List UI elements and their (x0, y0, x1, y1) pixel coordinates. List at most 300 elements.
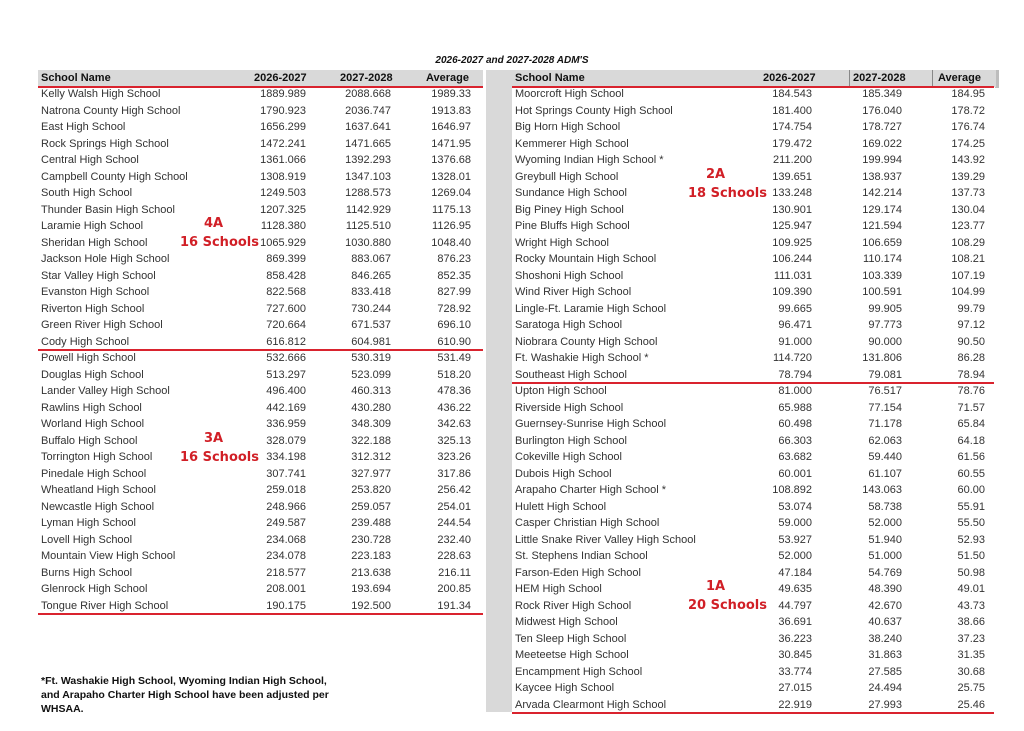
adm-2026-2027: 36.691 (778, 616, 812, 628)
adm-2026-2027: 111.031 (773, 269, 812, 282)
adm-2027-2028: 1288.573 (345, 187, 391, 199)
adm-2027-2028: 2088.668 (345, 88, 391, 100)
school-name: East High School (41, 121, 126, 133)
classification-label: 3A (204, 430, 224, 446)
school-name: Big Horn High School (515, 121, 621, 133)
adm-average: 1913.83 (431, 104, 471, 117)
school-name: Buffalo High School (41, 434, 138, 447)
adm-2027-2028: 90.000 (868, 335, 902, 348)
school-name: Burlington High School (515, 434, 627, 447)
column-divider (849, 70, 850, 87)
adm-2026-2027: 184.543 (772, 88, 812, 100)
adm-2027-2028: 143.063 (862, 484, 902, 496)
adm-2027-2028: 131.806 (862, 352, 902, 364)
col-average: Average (938, 72, 982, 84)
adm-average: 1269.04 (431, 187, 471, 199)
adm-2026-2027: 78.794 (778, 368, 812, 381)
adm-average: 137.73 (951, 187, 985, 199)
adm-average: 143.92 (951, 154, 985, 166)
adm-2026-2027: 334.198 (266, 451, 306, 463)
adm-2027-2028: 110.174 (863, 253, 902, 265)
adm-2026-2027: 60.498 (778, 418, 812, 430)
adm-2027-2028: 1392.293 (345, 154, 391, 166)
right-table (512, 70, 996, 720)
school-count-label: 18 Schools (688, 185, 767, 201)
adm-2026-2027: 99.665 (778, 302, 812, 315)
school-name: Sheridan High School (41, 236, 148, 249)
adm-2027-2028: 52.000 (868, 517, 902, 529)
footnote: *Ft. Washakie High School, Wyoming Indian High School, and Arapaho Charter High School have been adjusted per WHSAA. (41, 675, 329, 715)
adm-average: 876.23 (437, 253, 471, 265)
adm-2026-2027: 1065.929 (260, 236, 306, 249)
school-name: Pinedale High School (41, 467, 147, 480)
school-name: Dubois High School (515, 467, 612, 480)
classification-label: 1A (706, 579, 726, 594)
adm-2027-2028: 833.418 (351, 286, 391, 298)
adm-2027-2028: 99.905 (868, 302, 902, 315)
col-2027-2028: 2027-2028 (853, 72, 906, 84)
classification-label: 2A (706, 166, 726, 182)
adm-2026-2027: 181.400 (772, 104, 812, 117)
adm-2027-2028: 59.440 (868, 451, 902, 463)
col-school-name: School Name (41, 72, 111, 84)
school-name: Southeast High School (515, 368, 627, 381)
adm-average: 65.84 (957, 418, 985, 430)
adm-2026-2027: 36.223 (778, 632, 812, 645)
adm-2027-2028: 79.081 (868, 368, 902, 381)
adm-2026-2027: 720.664 (266, 319, 306, 331)
adm-average: 174.25 (951, 137, 985, 150)
school-name: Hulett High School (515, 500, 607, 513)
adm-2027-2028: 121.594 (862, 220, 902, 232)
adm-2026-2027: 53.074 (778, 500, 812, 513)
adm-average: 478.36 (437, 385, 471, 397)
adm-average: 52.93 (957, 533, 985, 546)
school-name: Wheatland High School (41, 484, 156, 496)
adm-2027-2028: 846.265 (351, 269, 391, 282)
school-name: Rock River High School (515, 599, 632, 612)
adm-2026-2027: 27.015 (778, 682, 812, 694)
school-name: Campbell County High School (41, 170, 188, 183)
adm-2026-2027: 125.947 (772, 220, 812, 232)
adm-average: 25.46 (957, 698, 985, 711)
adm-average: 436.22 (437, 401, 471, 414)
adm-average: 184.95 (951, 88, 985, 100)
adm-2026-2027: 174.754 (772, 121, 812, 133)
adm-average: 130.04 (951, 203, 985, 216)
school-name: Ten Sleep High School (515, 632, 627, 645)
school-name: Kelly Walsh High School (41, 88, 161, 100)
adm-2027-2028: 106.659 (862, 236, 902, 249)
adm-average: 1328.01 (431, 170, 471, 183)
school-name: Greybull High School (515, 170, 619, 183)
adm-2026-2027: 81.000 (778, 385, 812, 397)
adm-2026-2027: 65.988 (778, 401, 812, 414)
school-name: Evanston High School (41, 286, 150, 298)
adm-average: 1376.68 (431, 154, 471, 166)
adm-2027-2028: 100.591 (862, 286, 902, 298)
school-name: Burns High School (41, 566, 133, 579)
school-name: Wright High School (515, 236, 609, 249)
school-name: Central High School (41, 154, 139, 166)
school-name: Jackson Hole High School (41, 253, 170, 265)
adm-2027-2028: 1347.103 (345, 170, 391, 183)
adm-2027-2028: 604.981 (351, 335, 391, 348)
school-name: Mountain View High School (41, 550, 176, 562)
school-name: Kemmerer High School (515, 137, 629, 150)
school-name: Encampment High School (515, 665, 643, 678)
adm-2026-2027: 133.248 (772, 187, 812, 199)
adm-average: 55.50 (957, 517, 985, 529)
adm-2027-2028: 253.820 (351, 484, 391, 496)
school-name: Natrona County High School (41, 104, 181, 117)
adm-2027-2028: 192.500 (351, 599, 391, 612)
school-name: Upton High School (515, 385, 607, 397)
adm-2027-2028: 460.313 (351, 385, 391, 397)
adm-average: 232.40 (437, 533, 471, 546)
section-divider-line (38, 349, 483, 351)
adm-2026-2027: 218.577 (266, 566, 306, 579)
adm-2026-2027: 328.079 (266, 434, 306, 447)
adm-2027-2028: 103.339 (862, 269, 902, 282)
adm-average: 38.66 (957, 616, 985, 628)
adm-2027-2028: 62.063 (868, 434, 902, 447)
adm-2026-2027: 532.666 (266, 352, 306, 364)
adm-2026-2027: 208.001 (266, 583, 306, 595)
col-2026-2027: 2026-2027 (254, 72, 307, 84)
adm-2026-2027: 211.200 (773, 154, 812, 166)
adm-2027-2028: 230.728 (351, 533, 391, 546)
adm-2027-2028: 42.670 (868, 599, 902, 612)
adm-average: 317.86 (437, 467, 471, 480)
adm-2026-2027: 307.741 (266, 467, 306, 480)
adm-2026-2027: 1128.380 (260, 220, 306, 232)
adm-2027-2028: 199.994 (862, 154, 902, 166)
school-name: Riverton High School (41, 302, 145, 315)
adm-2026-2027: 1472.241 (260, 137, 306, 150)
adm-2026-2027: 1889.989 (260, 88, 306, 100)
school-name: Arapaho Charter High School * (515, 484, 667, 496)
school-name: St. Stephens Indian School (515, 550, 648, 562)
adm-2026-2027: 513.297 (266, 368, 306, 381)
adm-2027-2028: 348.309 (351, 418, 391, 430)
adm-average: 518.20 (437, 368, 471, 381)
adm-2026-2027: 1249.503 (260, 187, 306, 199)
adm-2027-2028: 27.993 (868, 698, 902, 711)
adm-2026-2027: 336.959 (266, 418, 306, 430)
adm-2026-2027: 33.774 (778, 665, 812, 678)
adm-2026-2027: 1361.066 (260, 154, 306, 166)
adm-2026-2027: 234.068 (266, 533, 306, 546)
school-name: Big Piney High School (515, 203, 624, 216)
adm-average: 531.49 (437, 352, 471, 364)
adm-average: 323.26 (437, 451, 471, 463)
adm-average: 97.12 (957, 319, 985, 331)
school-name: Douglas High School (41, 368, 144, 381)
school-name: Lyman High School (41, 517, 136, 529)
adm-2026-2027: 234.078 (266, 550, 306, 562)
adm-average: 99.79 (957, 302, 985, 315)
adm-2026-2027: 106.244 (772, 253, 812, 265)
school-name: Glenrock High School (41, 583, 148, 595)
adm-2026-2027: 727.600 (266, 302, 306, 315)
school-name: Ft. Washakie High School * (515, 352, 649, 364)
adm-2026-2027: 858.428 (266, 269, 306, 282)
school-name: Powell High School (41, 352, 136, 364)
adm-2027-2028: 730.244 (351, 302, 391, 315)
adm-average: 71.57 (957, 401, 985, 414)
adm-2026-2027: 22.919 (778, 698, 812, 711)
school-name: Moorcroft High School (515, 88, 624, 100)
adm-average: 827.99 (437, 286, 471, 298)
adm-2027-2028: 213.638 (351, 566, 391, 579)
adm-2027-2028: 259.057 (351, 500, 391, 513)
adm-2027-2028: 530.319 (351, 352, 391, 364)
school-name: Rock Springs High School (41, 137, 169, 150)
adm-average: 60.00 (957, 484, 985, 496)
school-name: Hot Springs County High School (515, 104, 673, 117)
col-2026-2027: 2026-2027 (763, 72, 816, 84)
adm-average: 1175.13 (432, 203, 471, 216)
table-header (512, 70, 996, 87)
adm-2027-2028: 71.178 (868, 418, 902, 430)
school-name: Torrington High School (41, 451, 153, 463)
adm-2027-2028: 97.773 (868, 319, 902, 331)
adm-2026-2027: 496.400 (266, 385, 306, 397)
adm-2027-2028: 2036.747 (345, 104, 391, 117)
school-name: Wyoming Indian High School * (515, 154, 664, 166)
school-name: Cody High School (41, 335, 130, 348)
adm-2026-2027: 1656.299 (260, 121, 306, 133)
adm-2026-2027: 1207.325 (260, 203, 306, 216)
adm-average: 216.11 (438, 566, 471, 579)
adm-2027-2028: 239.488 (351, 517, 391, 529)
adm-2026-2027: 49.635 (778, 583, 812, 595)
adm-2026-2027: 96.471 (778, 319, 812, 331)
adm-2027-2028: 40.637 (868, 616, 902, 628)
adm-average: 1126.95 (432, 220, 471, 232)
col-average: Average (426, 72, 470, 84)
adm-average: 728.92 (437, 302, 471, 315)
adm-2027-2028: 322.188 (351, 434, 391, 447)
adm-average: 31.35 (957, 649, 985, 661)
adm-2026-2027: 108.892 (772, 484, 812, 496)
adm-2027-2028: 38.240 (868, 632, 902, 645)
adm-2027-2028: 185.349 (862, 88, 902, 100)
adm-2027-2028: 142.214 (862, 187, 902, 199)
adm-average: 1989.33 (431, 88, 471, 100)
page-title: 2026-2027 and 2027-2028 ADM'S (435, 55, 589, 66)
adm-2026-2027: 139.651 (772, 170, 812, 183)
school-name: Newcastle High School (41, 500, 155, 513)
school-name: HEM High School (515, 583, 602, 595)
adm-2027-2028: 1125.510 (345, 220, 391, 232)
adm-2026-2027: 53.927 (778, 533, 812, 546)
classification-label: 4A (204, 216, 224, 231)
adm-2027-2028: 430.280 (351, 401, 391, 414)
adm-2026-2027: 44.797 (778, 599, 812, 612)
adm-2026-2027: 259.018 (266, 484, 306, 496)
adm-2027-2028: 327.977 (351, 467, 391, 480)
adm-average: 342.63 (437, 418, 471, 430)
school-count-label: 16 Schools (180, 235, 259, 250)
school-name: Midwest High School (515, 616, 618, 628)
school-name: Meeteetse High School (515, 649, 629, 661)
adm-2027-2028: 176.040 (862, 104, 902, 117)
adm-average: 191.34 (437, 599, 471, 612)
column-divider (932, 70, 933, 87)
school-name: Casper Christian High School (515, 517, 660, 529)
adm-average: 78.94 (957, 368, 985, 381)
adm-2027-2028: 51.000 (868, 550, 902, 562)
adm-2026-2027: 822.568 (266, 286, 306, 298)
adm-2026-2027: 66.303 (778, 434, 812, 447)
school-name: Rawlins High School (41, 401, 142, 414)
adm-average: 123.77 (951, 220, 985, 232)
adm-2027-2028: 77.154 (868, 401, 902, 414)
adm-2026-2027: 60.001 (778, 467, 812, 480)
adm-average: 61.56 (957, 451, 985, 463)
section-divider-line (512, 712, 994, 714)
adm-2026-2027: 114.720 (773, 352, 812, 364)
adm-average: 228.63 (437, 550, 471, 562)
adm-2027-2028: 1637.641 (345, 121, 391, 133)
adm-average: 139.29 (951, 170, 985, 183)
school-name: Thunder Basin High School (41, 203, 175, 216)
school-name: South High School (41, 187, 133, 199)
adm-average: 325.13 (437, 434, 471, 447)
adm-2027-2028: 193.694 (351, 583, 391, 595)
school-name: Cokeville High School (515, 451, 622, 463)
gutter-divider (486, 70, 512, 712)
adm-average: 25.75 (957, 682, 985, 694)
adm-2026-2027: 52.000 (778, 550, 812, 562)
adm-average: 43.73 (957, 599, 985, 612)
adm-average: 60.55 (957, 467, 985, 480)
adm-2027-2028: 51.940 (868, 533, 902, 546)
adm-average: 200.85 (437, 583, 471, 595)
school-name: Laramie High School (41, 220, 144, 232)
adm-average: 104.99 (951, 286, 985, 298)
adm-2027-2028: 178.727 (862, 121, 902, 133)
adm-2027-2028: 129.174 (862, 203, 902, 216)
school-name: Tongue River High School (41, 599, 169, 612)
section-divider-line (512, 382, 994, 384)
adm-2026-2027: 249.587 (266, 517, 306, 529)
adm-average: 55.91 (957, 500, 985, 513)
adm-average: 254.01 (437, 500, 471, 513)
adm-average: 610.90 (437, 335, 471, 348)
adm-average: 108.21 (951, 253, 985, 265)
adm-2026-2027: 109.925 (772, 236, 812, 249)
adm-2026-2027: 91.000 (778, 335, 812, 348)
adm-2027-2028: 58.738 (868, 500, 902, 513)
adm-2027-2028: 1471.665 (345, 137, 391, 150)
school-name: Niobrara County High School (515, 335, 658, 348)
adm-2027-2028: 24.494 (868, 682, 902, 694)
adm-2027-2028: 31.863 (868, 649, 902, 661)
adm-2026-2027: 1790.923 (260, 104, 306, 117)
left-table (38, 70, 483, 630)
adm-2027-2028: 223.183 (351, 550, 391, 562)
col-2027-2028: 2027-2028 (340, 72, 393, 84)
school-name: Saratoga High School (515, 319, 623, 331)
adm-2026-2027: 30.845 (778, 649, 812, 661)
school-name: Lovell High School (41, 533, 133, 546)
school-name: Riverside High School (515, 401, 624, 414)
school-name: Green River High School (41, 319, 163, 331)
adm-2026-2027: 616.812 (266, 335, 306, 348)
adm-average: 86.28 (957, 352, 985, 364)
school-name: Kaycee High School (515, 682, 615, 694)
adm-average: 696.10 (437, 319, 471, 331)
adm-average: 37.23 (957, 632, 985, 645)
adm-average: 108.29 (951, 236, 985, 249)
school-name: Lingle-Ft. Laramie High School (515, 302, 667, 315)
adm-2027-2028: 61.107 (868, 467, 902, 480)
section-divider-line (38, 613, 483, 615)
table-header (38, 70, 483, 87)
school-name: Rocky Mountain High School (515, 253, 657, 265)
adm-average: 51.50 (957, 550, 985, 562)
adm-2026-2027: 442.169 (266, 401, 306, 414)
adm-average: 90.50 (957, 335, 985, 348)
adm-2026-2027: 248.966 (266, 500, 306, 513)
adm-2027-2028: 1030.880 (345, 236, 391, 249)
adm-2026-2027: 47.184 (778, 566, 812, 579)
adm-2027-2028: 523.099 (351, 368, 391, 381)
adm-average: 1048.40 (431, 236, 471, 249)
adm-2026-2027: 190.175 (266, 599, 306, 612)
adm-average: 852.35 (437, 269, 471, 282)
adm-average: 30.68 (957, 665, 985, 678)
school-name: Lander Valley High School (41, 385, 170, 397)
school-name: Pine Bluffs High School (515, 220, 630, 232)
adm-average: 49.01 (957, 583, 985, 595)
adm-average: 107.19 (951, 269, 985, 282)
adm-2026-2027: 1308.919 (260, 170, 306, 183)
school-name: Arvada Clearmont High School (515, 698, 667, 711)
adm-2027-2028: 312.312 (351, 451, 391, 463)
adm-average: 64.18 (957, 434, 985, 447)
adm-2027-2028: 27.585 (868, 665, 902, 678)
school-count-label: 20 Schools (688, 598, 767, 613)
adm-2027-2028: 48.390 (868, 583, 902, 595)
adm-2027-2028: 54.769 (868, 566, 902, 579)
school-name: Sundance High School (515, 187, 627, 199)
adm-average: 50.98 (957, 566, 985, 579)
school-name: Shoshoni High School (515, 269, 624, 282)
adm-average: 256.42 (437, 484, 471, 496)
adm-average: 178.72 (951, 104, 985, 117)
school-name: Little Snake River Valley High School (515, 533, 696, 546)
adm-2027-2028: 169.022 (862, 137, 902, 150)
adm-2026-2027: 179.472 (772, 137, 812, 150)
adm-average: 78.76 (957, 385, 985, 397)
adm-2026-2027: 59.000 (778, 517, 812, 529)
adm-2027-2028: 883.067 (351, 253, 391, 265)
adm-2027-2028: 138.937 (862, 170, 902, 183)
school-name: Wind River High School (515, 286, 632, 298)
adm-2026-2027: 63.682 (778, 451, 812, 463)
school-name: Farson-Eden High School (515, 566, 641, 579)
school-name: Worland High School (41, 418, 145, 430)
school-name: Guernsey-Sunrise High School (515, 418, 667, 430)
adm-2026-2027: 869.399 (266, 253, 306, 265)
adm-average: 244.54 (437, 517, 471, 529)
adm-average: 1646.97 (431, 121, 471, 133)
adm-2027-2028: 1142.929 (345, 203, 391, 216)
